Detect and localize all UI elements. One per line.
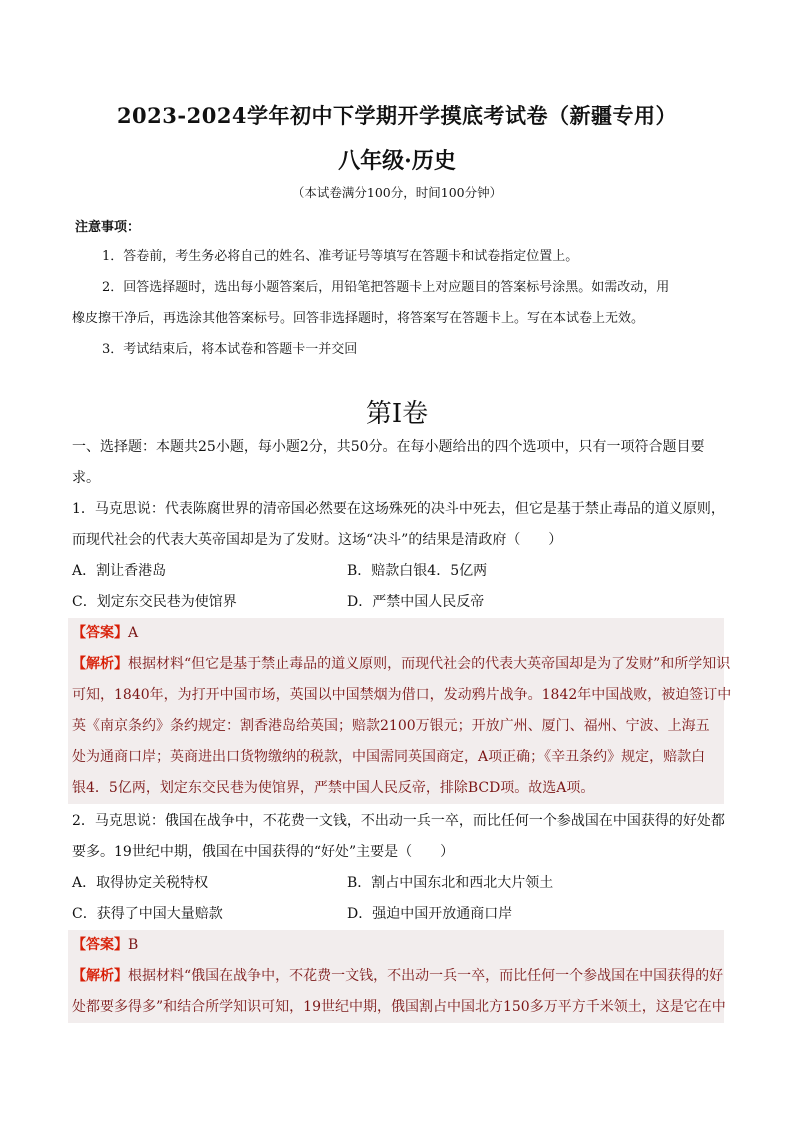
notice-item-1: 1．答卷前，考生务必将自己的姓名、准考证号等填写在答题卡和试卷指定位置上。 <box>102 249 579 264</box>
analysis-line: 可知，1840年，为打开中国市场，英国以中国禁烟为借口，发动鸦片战争。1842年中国战败，被迫签订中 <box>72 687 732 703</box>
answer-box-1 <box>68 618 732 804</box>
question-stem-line: 要多。19世纪中期，俄国在中国获得的“好处”主要是（ ） <box>72 844 455 860</box>
analysis-line: 处都要多得多”和结合所学知识可知，19世纪中期，俄国割占中国北方150多万平方千米领土，这是它在中 <box>72 999 726 1015</box>
options-row <box>72 899 724 930</box>
analysis-line <box>72 649 731 680</box>
options-row <box>72 868 724 899</box>
question-stem-line: 而现代社会的代表大英帝国却是为了发财。这场“决斗”的结果是清政府（ ） <box>72 532 563 548</box>
answer-line <box>72 930 724 961</box>
analysis-tag: 【解析】 <box>72 656 128 672</box>
notice-list <box>72 241 722 365</box>
analysis-text: 根据材料“俄国在战争中，不花费一文钱，不出动一兵一卒，而比任何一个参战国在中国获得的好 <box>128 968 724 984</box>
analysis-line: 英《南京条约》条约规定：割香港岛给英国；赔款2100万银元；开放广州、厦门、福州、宁波、上海五 <box>72 718 710 734</box>
exam-subtitle: 八年级·历史 <box>338 148 456 174</box>
answer-value: A <box>128 625 139 641</box>
option-a: A．割让香港岛 <box>72 563 167 579</box>
option-b: B．赔款白银4．5亿两 <box>347 563 488 579</box>
analysis-line: 处为通商口岸；英商进出口货物缴纳的税款，中国需同英国商定，A项正确；《辛丑条约》规定，赔款白 <box>72 749 706 765</box>
analysis-line: 银4．5亿两，划定东交民巷为使馆界，严禁中国人民反帝，排除BCD项。故选A项。 <box>72 780 595 796</box>
section-intro-line: 一、选择题：本题共25小题，每小题2分，共50分。在每小题给出的四个选项中，只有一项符合题目要 <box>72 439 705 455</box>
section-intro <box>72 432 724 494</box>
notice-item-2-cont: 橡皮擦干净后，再选涂其他答案标号。回答非选择题时，将答案写在答题卡上。写在本试卷上无效。 <box>72 311 645 326</box>
section-title: 第Ⅰ卷 <box>365 399 429 429</box>
question-stem-line: 1．马克思说：代表陈腐世界的清帝国必然要在这场殊死的决斗中死去，但它是基于禁止毒品的道义原则， <box>72 501 725 517</box>
answer-tag: 【答案】 <box>72 937 128 953</box>
option-c: C．划定东交民巷为使馆界 <box>72 594 237 610</box>
options-row <box>72 587 724 618</box>
option-a: A．取得协定关税特权 <box>72 875 209 891</box>
notice-heading: 注意事项： <box>75 220 141 235</box>
answer-tag: 【答案】 <box>72 625 128 641</box>
question-stem-line: 2．马克思说：俄国在战争中，不花费一文钱，不出动一兵一卒，而比任何一个参战国在中国获得的好处都 <box>72 813 725 829</box>
question-2 <box>72 806 724 930</box>
answer-box-2 <box>68 930 724 1023</box>
option-c: C．获得了中国大量赔款 <box>72 906 223 922</box>
notice-item-3: 3．考试结束后，将本试卷和答题卡一并交回 <box>102 342 358 357</box>
analysis-tag: 【解析】 <box>72 968 128 984</box>
option-d: D．强迫中国开放通商口岸 <box>347 906 513 922</box>
notice-item-2: 2．回答选择题时，选出每小题答案后，用铅笔把答题卡上对应题目的答案标号涂黑。如需改动，用 <box>102 280 670 295</box>
option-b: B．割占中国东北和西北大片领土 <box>347 875 554 891</box>
answer-line <box>72 618 724 649</box>
option-d: D．严禁中国人民反帝 <box>347 594 485 610</box>
exam-title: 2023-2024学年初中下学期开学摸底考试卷（新疆专用） <box>116 103 678 128</box>
exam-meta: （本试卷满分100分，时间100分钟） <box>291 185 503 200</box>
answer-value: B <box>128 937 139 953</box>
section-intro-line: 求。 <box>72 470 100 486</box>
options-row <box>72 556 724 587</box>
analysis-line <box>72 961 724 992</box>
question-1 <box>72 494 724 618</box>
analysis-text: 根据材料“但它是基于禁止毒品的道义原则，而现代社会的代表大英帝国却是为了发财”和所学知识 <box>128 656 731 672</box>
